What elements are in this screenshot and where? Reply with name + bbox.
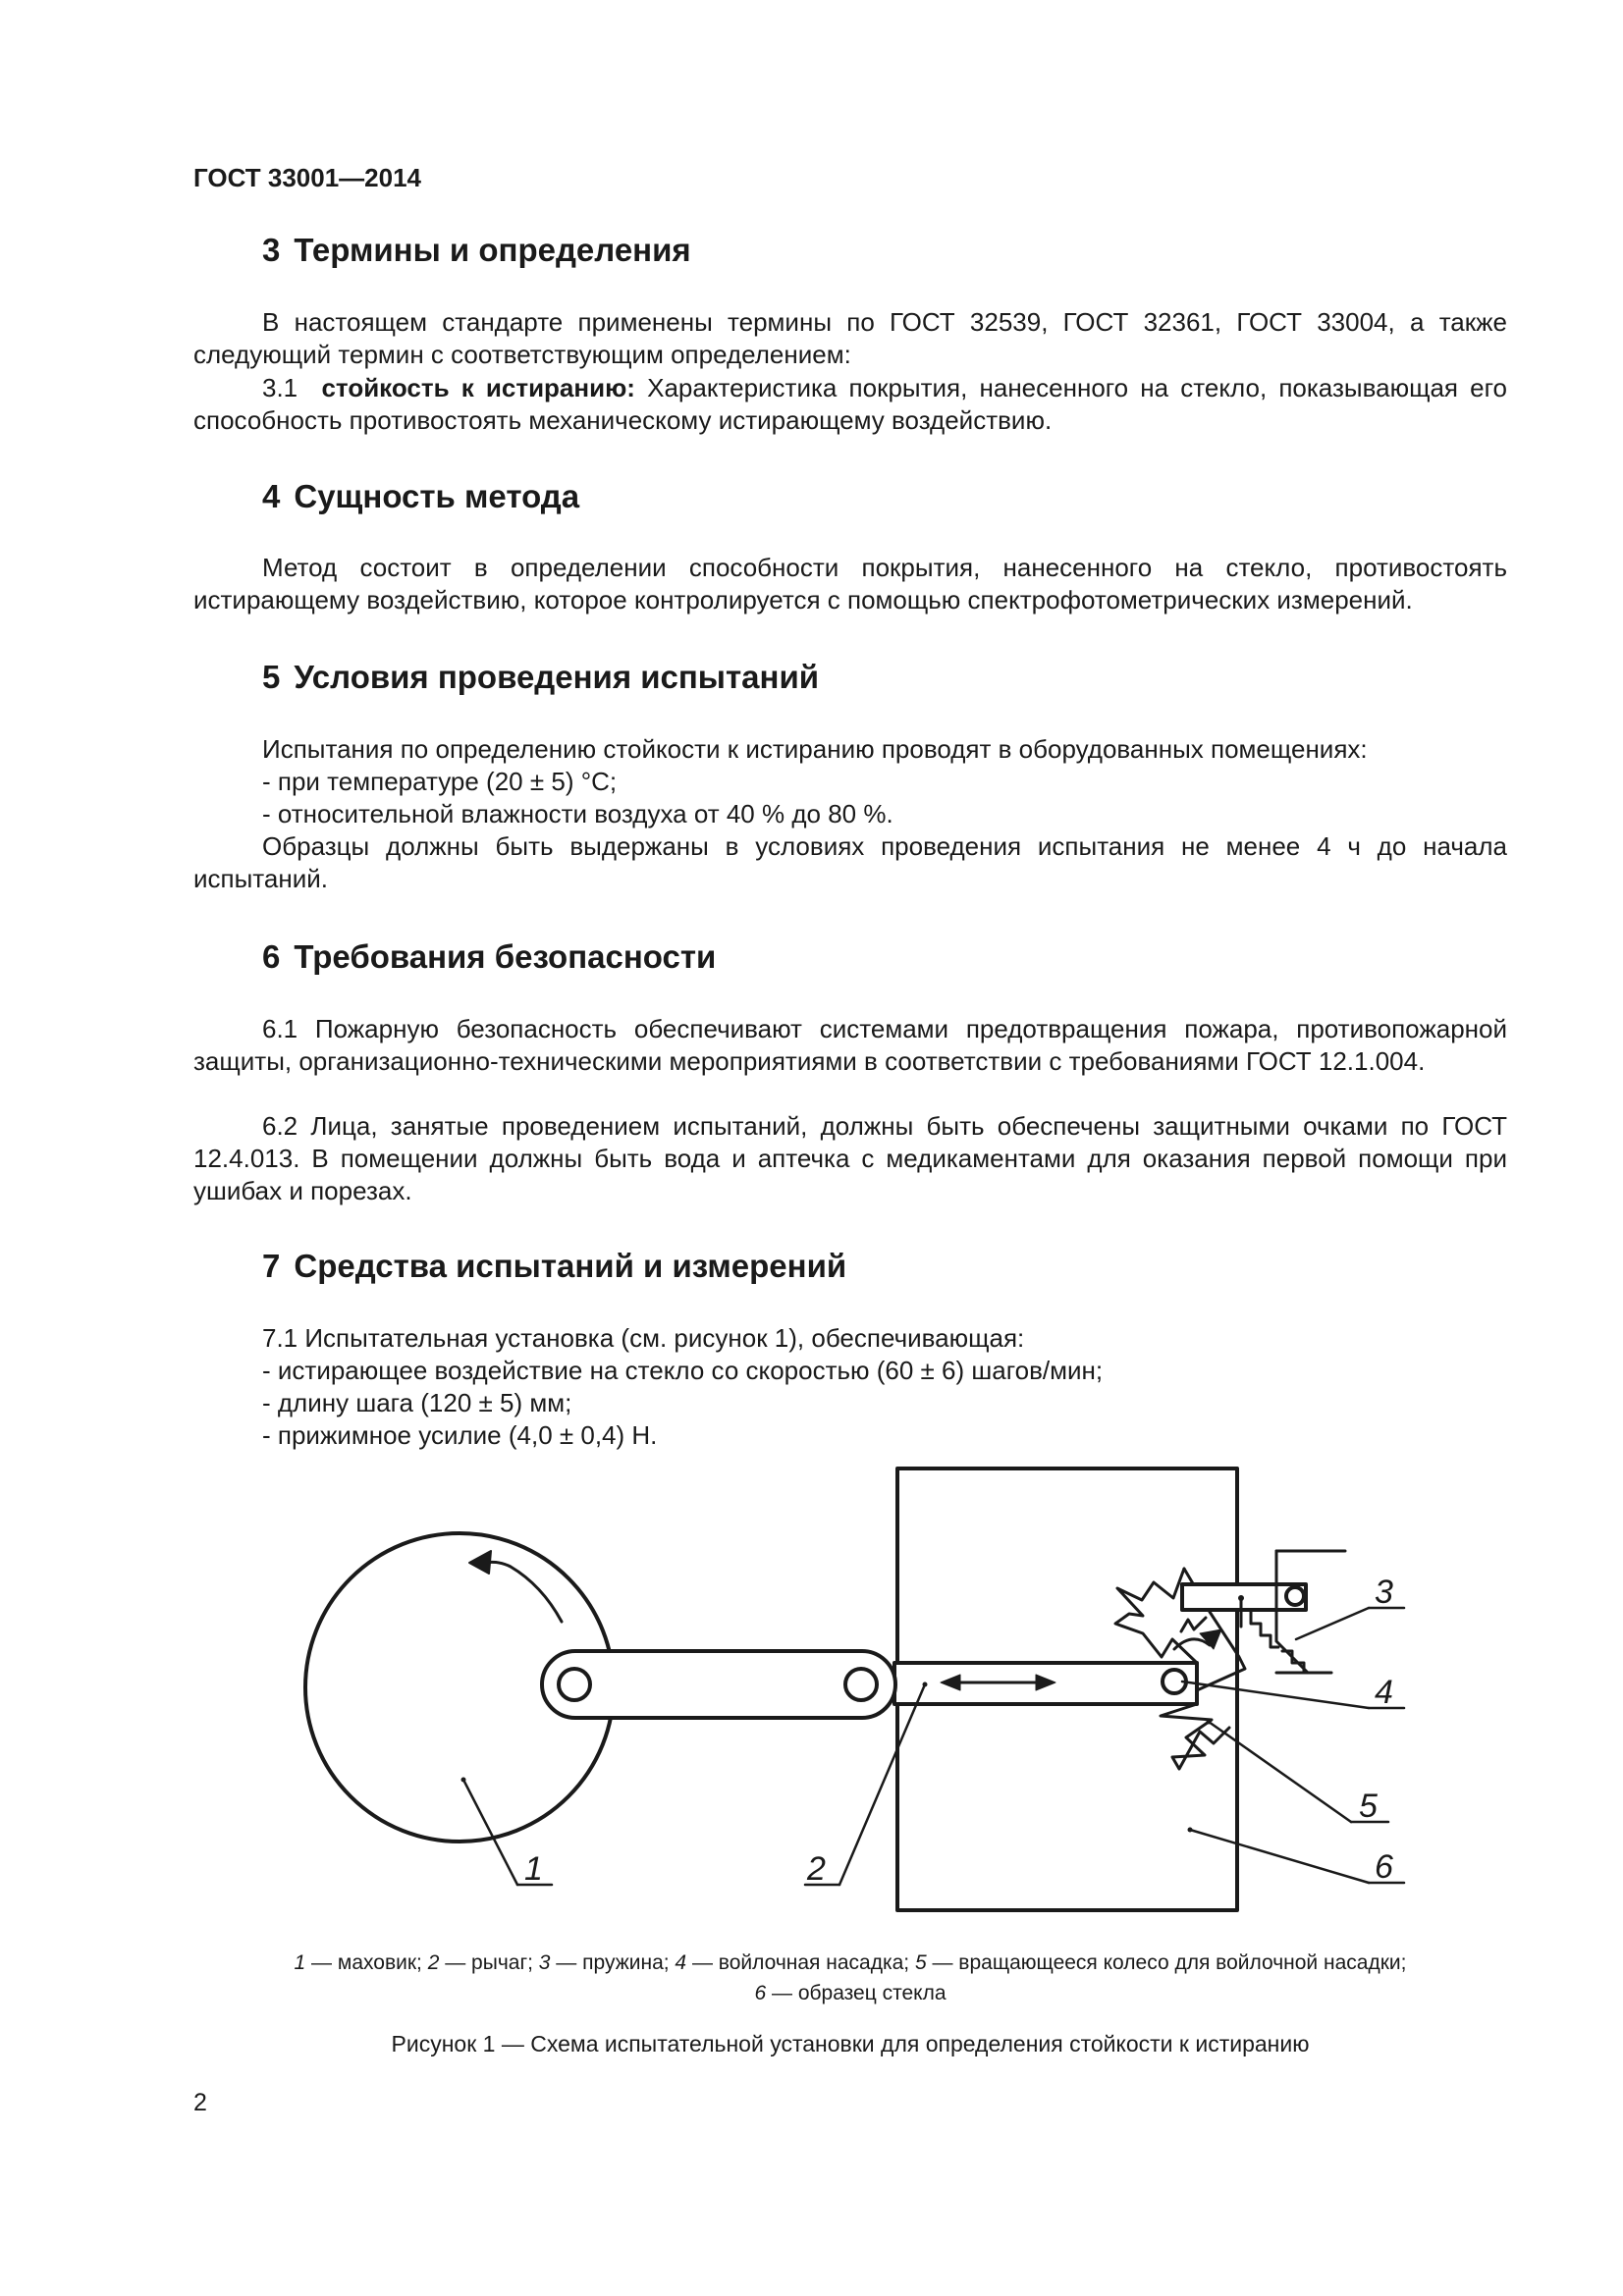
section-5-paragraph: Испытания по определению стойкости к истиранию проводят в оборудованных помещениях:	[262, 734, 1368, 764]
callout-6: 6	[1375, 1848, 1393, 1886]
section-number: 3	[262, 232, 281, 268]
section-title: Сущность метода	[294, 478, 580, 514]
spring-coil	[1251, 1612, 1278, 1647]
callout-3: 3	[1375, 1574, 1393, 1611]
callout-2: 2	[807, 1850, 826, 1888]
rotation-arrow-head	[469, 1551, 491, 1574]
wheel-holder-outline	[1161, 1704, 1229, 1769]
legend-line-2: 6 — образец стекла	[754, 1982, 947, 2004]
legend-line-1: 1 — маховик; 2 — рычаг; 3 — пружина; 4 — войлочная насадка; 5 — вращающееся колесо для войлочной насадки;	[294, 1951, 1407, 1974]
term-number: 3.1	[262, 373, 298, 402]
section-number: 6	[262, 938, 281, 975]
section-title: Условия проведения испытаний	[294, 659, 820, 695]
page-number: 2	[193, 2089, 207, 2116]
section-number: 5	[262, 659, 281, 695]
callout-4: 4	[1375, 1674, 1393, 1711]
term: стойкость к истиранию:	[321, 373, 635, 402]
clause-7-1: 7.1 Испытательная установка (см. рисунок 1), обеспечивающая:	[262, 1323, 1025, 1353]
spring-coil	[1282, 1651, 1304, 1673]
list-item: - прижимное усилие (4,0 ± 0,4) Н.	[262, 1420, 658, 1450]
wheel-rotation-arrow-head	[1200, 1629, 1221, 1649]
leader-line-3	[1296, 1608, 1369, 1639]
crank-bar	[542, 1651, 895, 1718]
callout-1: 1	[524, 1850, 543, 1888]
figure-legend	[193, 1948, 1507, 2008]
section-4-paragraph: Метод состоит в определении способности покрытия, нанесенного на стекло, противостоять истирающему воздействию, которое контролируется с помощью спектрофотометрических измерений.	[193, 553, 1507, 614]
list-item: - при температуре (20 ± 5) °С;	[262, 767, 618, 796]
section-title: Средства испытаний и измерений	[294, 1248, 847, 1284]
list-item: - относительной влажности воздуха от 40 % до 80 %.	[262, 799, 893, 828]
leader-line-5	[1209, 1722, 1351, 1822]
term-definition-text: Характеристика покрытия, нанесенного на стекло, показывающая его способность противостоять механическому истирающему воздействию.	[193, 373, 1507, 435]
section-3-paragraph: В настоящем стандарте применены термины по ГОСТ 32539, ГОСТ 32361, ГОСТ 33004, а также следующий термин с соответствующим определением:	[193, 307, 1507, 369]
callout-5: 5	[1359, 1788, 1378, 1825]
list-item: - длину шага (120 ± 5) мм;	[262, 1388, 572, 1417]
section-number: 7	[262, 1248, 281, 1284]
section-title: Требования безопасности	[294, 938, 717, 975]
figure-title: Рисунок 1 — Схема испытательной установки для определения стойкости к истиранию	[391, 2031, 1310, 2056]
section-number: 4	[262, 478, 281, 514]
document-header: ГОСТ 33001—2014	[193, 163, 421, 192]
clause-6-1: 6.1 Пожарную безопасность обеспечивают системами предотвращения пожара, противопожарной защиты, организационно-техническими мероприятиями в соответствии с требованиями ГОСТ 12.1.004.	[193, 1014, 1507, 1076]
clause-6-2: 6.2 Лица, занятые проведением испытаний, должны быть обеспечены защитными очками по ГОСТ 12.4.013. В помещении должны быть вода и аптечка с медикаментами для оказания первой помощи при ушибах и порезах.	[193, 1111, 1507, 1205]
section-title: Термины и определения	[294, 232, 691, 268]
list-item: - истирающее воздействие на стекло со скоростью (60 ± 6) шагов/мин;	[262, 1356, 1104, 1385]
leader-line-4	[1182, 1682, 1369, 1708]
leader-line-6	[1190, 1830, 1369, 1883]
wheel-detail	[1181, 1618, 1206, 1631]
section-5-paragraph-2: Образцы должны быть выдержаны в условиях проведения испытания не менее 4 ч до начала испытаний.	[193, 831, 1507, 893]
